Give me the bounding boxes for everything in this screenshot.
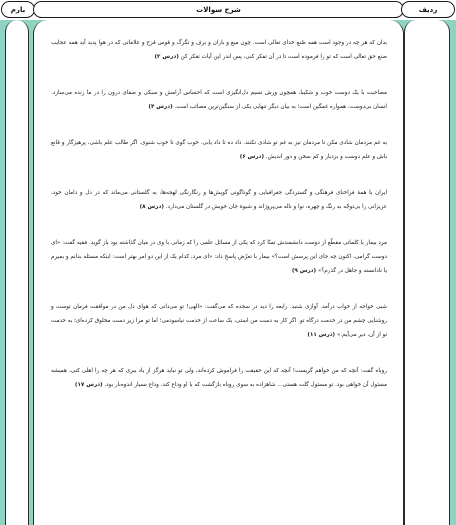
row-column-header: ردیف xyxy=(401,1,455,18)
passage-text: ایران با همهٔ فراخنای فرهنگی و گستردگی جغرافیایی و گوناگونی گویش‌ها و رنگارنگی لهجه‌ها، به گلستانی می‌ماند که در دل و دامان خود، عزیزانی را بی‌توجّه به رنگ و چهره، نوا و ناله می‌پرورَاند و شیوهٔ جان خویش در گلستان می‌دارد. xyxy=(51,190,387,210)
passage-text: به غم مردمان شادی مکن تا مردمان نیز به غم تو شادی نکنند. داد ده تا داد یابی. خوب گوی تا خوب شنوی. اگر طالب علم باشی، پرهیزگار و قانع باش و علم دوست و بردبار و کم سخن و دور اندیش. xyxy=(51,140,387,160)
passage xyxy=(51,86,387,114)
score-column xyxy=(5,20,29,525)
row-number-column xyxy=(404,20,450,525)
header-bar xyxy=(0,0,456,20)
page-title: شرح سوالات xyxy=(33,1,404,18)
lesson-reference: (درس ۹) xyxy=(291,268,317,274)
lesson-reference: (درس ۸) xyxy=(139,204,164,210)
passage xyxy=(51,300,387,342)
passage-text: مرد بیمار با کلماتی مقطّع از دوست دانشمندش تمنّا کرد که یکی از مسائل علمی را که زمانی با وی در میان گذاشته بود باز گوید. فقیه گفت: «ای دوست گرامی، اکنون چه جای این پرسش است؟» بیمار با تعرّض پاسخ داد: «ای مرد، کدام یک از این دو امر بهتر است: اینکه مسئله بدانم و بمیرم یا نادانسته و جاهل در گذرم؟» xyxy=(51,240,387,274)
passage xyxy=(51,136,387,164)
lesson-reference: (درس ۱۱) xyxy=(307,332,336,338)
passage xyxy=(51,36,387,64)
score-column-header: بارم xyxy=(1,1,35,18)
passage-text: شبی خواجه از خواب درآمد. آوازی شنید. رابعه را دید در سجده که می‌گفت: «الهی! تو می‌دانی که هوای دل من در موافقت فرمان توست و روشنایی چشم من در خدمت درگاه تو. اگر کار به دست من استی، یک ساعت از خدمت نیاسودمی؛ اما تو مرا زیر دست مخلوق کرده‌ای؛ به خدمت تو از آن، دیر می‌آیم.» xyxy=(51,304,387,338)
lesson-reference: (درس ۴) xyxy=(148,104,173,110)
passage xyxy=(51,236,387,278)
lesson-reference: (درس ۱۷) xyxy=(74,382,103,388)
passages-content xyxy=(51,36,387,414)
lesson-reference: (درس ۲) xyxy=(154,54,179,60)
passage xyxy=(51,364,387,392)
passage-text: بدان که هر چه در وجود است همه صُنع خدای تعالی است. چون میغ و باران و برف و تگرگ و قوس قزح و علاماتی که در هوا پدید آید همه عجایب صنع حق تعالی است که تو را فرموده است تا در آن تفکر کنی، پس اندر این آیات تفکر کن xyxy=(51,40,387,60)
lesson-reference: (درس ۶) xyxy=(239,154,265,160)
passage xyxy=(51,186,387,214)
passage-text: روباه گفت: آنچه که من خواهم گریست! آنچه که این حقیقت را فراموش کرده‌اند، ولی تو نباید هرگز از یاد ببری که هر چه را اهلی کنی، همیشه مسئول آن خواهی بود. تو مسئول گلت هستی... شاهزاده به سوی روباه بازگشت که با او وداع کند. وداع بسیار اندوه‌بار بود. xyxy=(51,368,387,388)
passage-text: مصاحبت با یک دوست خوب و شکیبا، همچون وزش نسیم دل‌انگیزی است که احساس آرامش و سبکی و صفای درون را در ما زنده می‌سازد. انسان بی‌دوست، همواره غمگین است؛ به بیان دیگر تنهایی یکی از سنگین‌ترین مصائب است. xyxy=(51,90,387,110)
